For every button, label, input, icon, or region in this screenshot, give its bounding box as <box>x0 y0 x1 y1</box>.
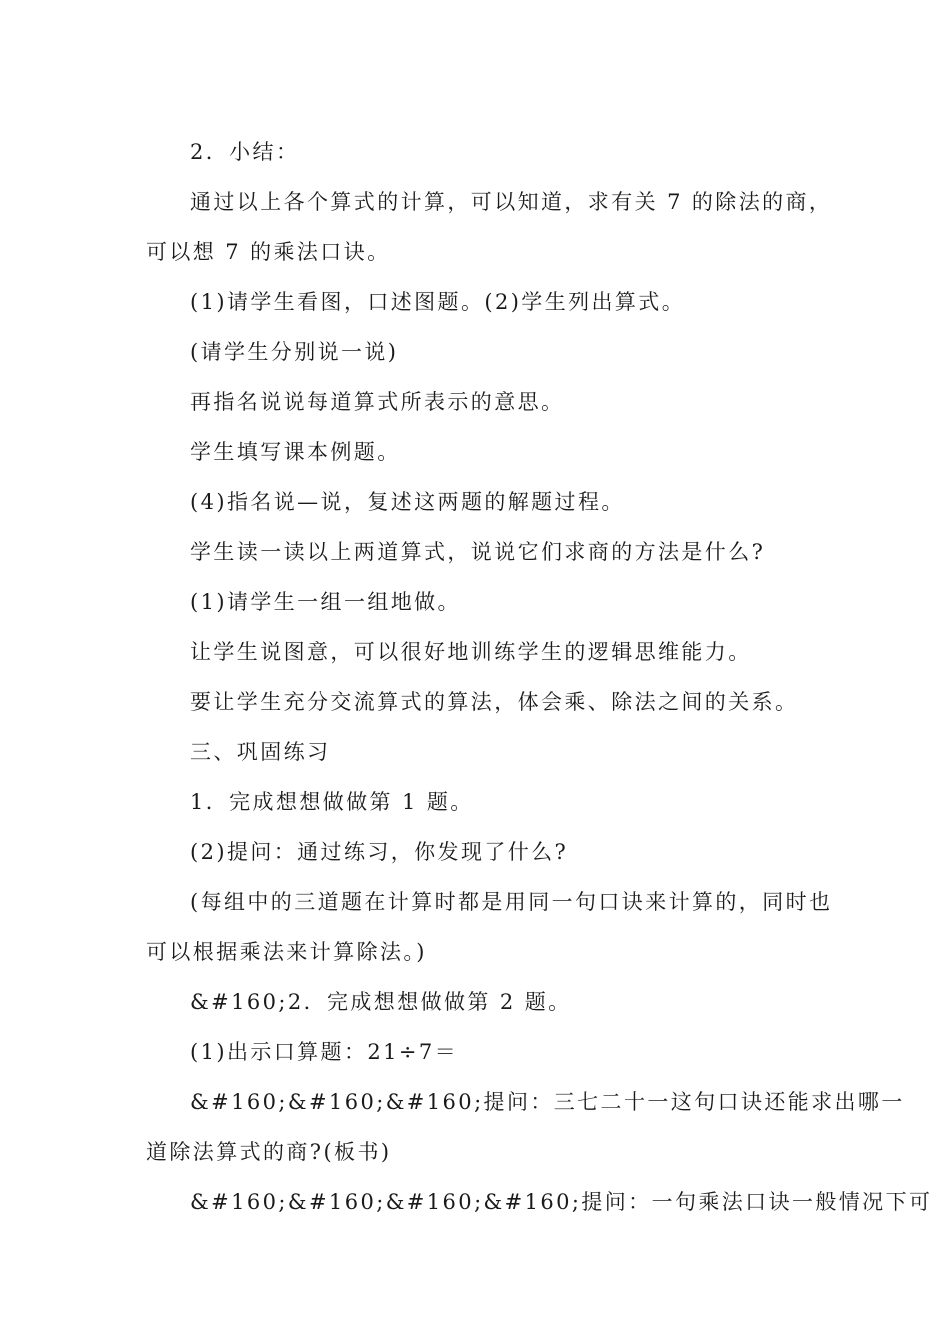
text-line: 要让学生充分交流算式的算法，体会乘、除法之间的关系。 <box>190 690 799 714</box>
text-line: (2)提问：通过练习，你发现了什么? <box>190 840 569 864</box>
text-line: 1．完成想想做做第 1 题。 <box>190 790 474 814</box>
text-line: 学生读一读以上两道算式，说说它们求商的方法是什么? <box>190 540 766 564</box>
text-line: (请学生分别说一说) <box>190 340 399 364</box>
text-line: 学生填写课本例题。 <box>190 440 401 464</box>
text-line: 可以根据乘法来计算除法。) <box>146 940 427 964</box>
text-line: &#160;&#160;&#160;&#160;提问：一句乘法口诀一般情况下可 <box>190 1190 933 1214</box>
text-line: 再指名说说每道算式所表示的意思。 <box>190 390 565 414</box>
text-line: 让学生说图意，可以很好地训练学生的逻辑思维能力。 <box>190 640 752 664</box>
text-line: (每组中的三道题在计算时都是用同一句口诀来计算的，同时也 <box>190 890 833 914</box>
text-line: (4)指名说—说，复述这两题的解题过程。 <box>190 490 625 514</box>
text-line: &#160;&#160;&#160;提问：三七二十一这句口诀还能求出哪一 <box>190 1090 905 1114</box>
text-line: 可以想 7 的乘法口诀。 <box>146 240 391 264</box>
text-line: (1)请学生看图，口述图题。(2)学生列出算式。 <box>190 290 686 314</box>
section-heading: 三、巩固练习 <box>190 740 331 764</box>
text-line: 道除法算式的商?(板书) <box>146 1140 392 1164</box>
text-line: &#160;2．完成想想做做第 2 题。 <box>190 990 572 1014</box>
text-line: 通过以上各个算式的计算，可以知道，求有关 7 的除法的商， <box>190 190 833 214</box>
text-line: (1)出示口算题：21÷7＝ <box>190 1040 459 1064</box>
text-line: 2．小结： <box>190 140 300 164</box>
text-line: (1)请学生一组一组地做。 <box>190 590 461 614</box>
